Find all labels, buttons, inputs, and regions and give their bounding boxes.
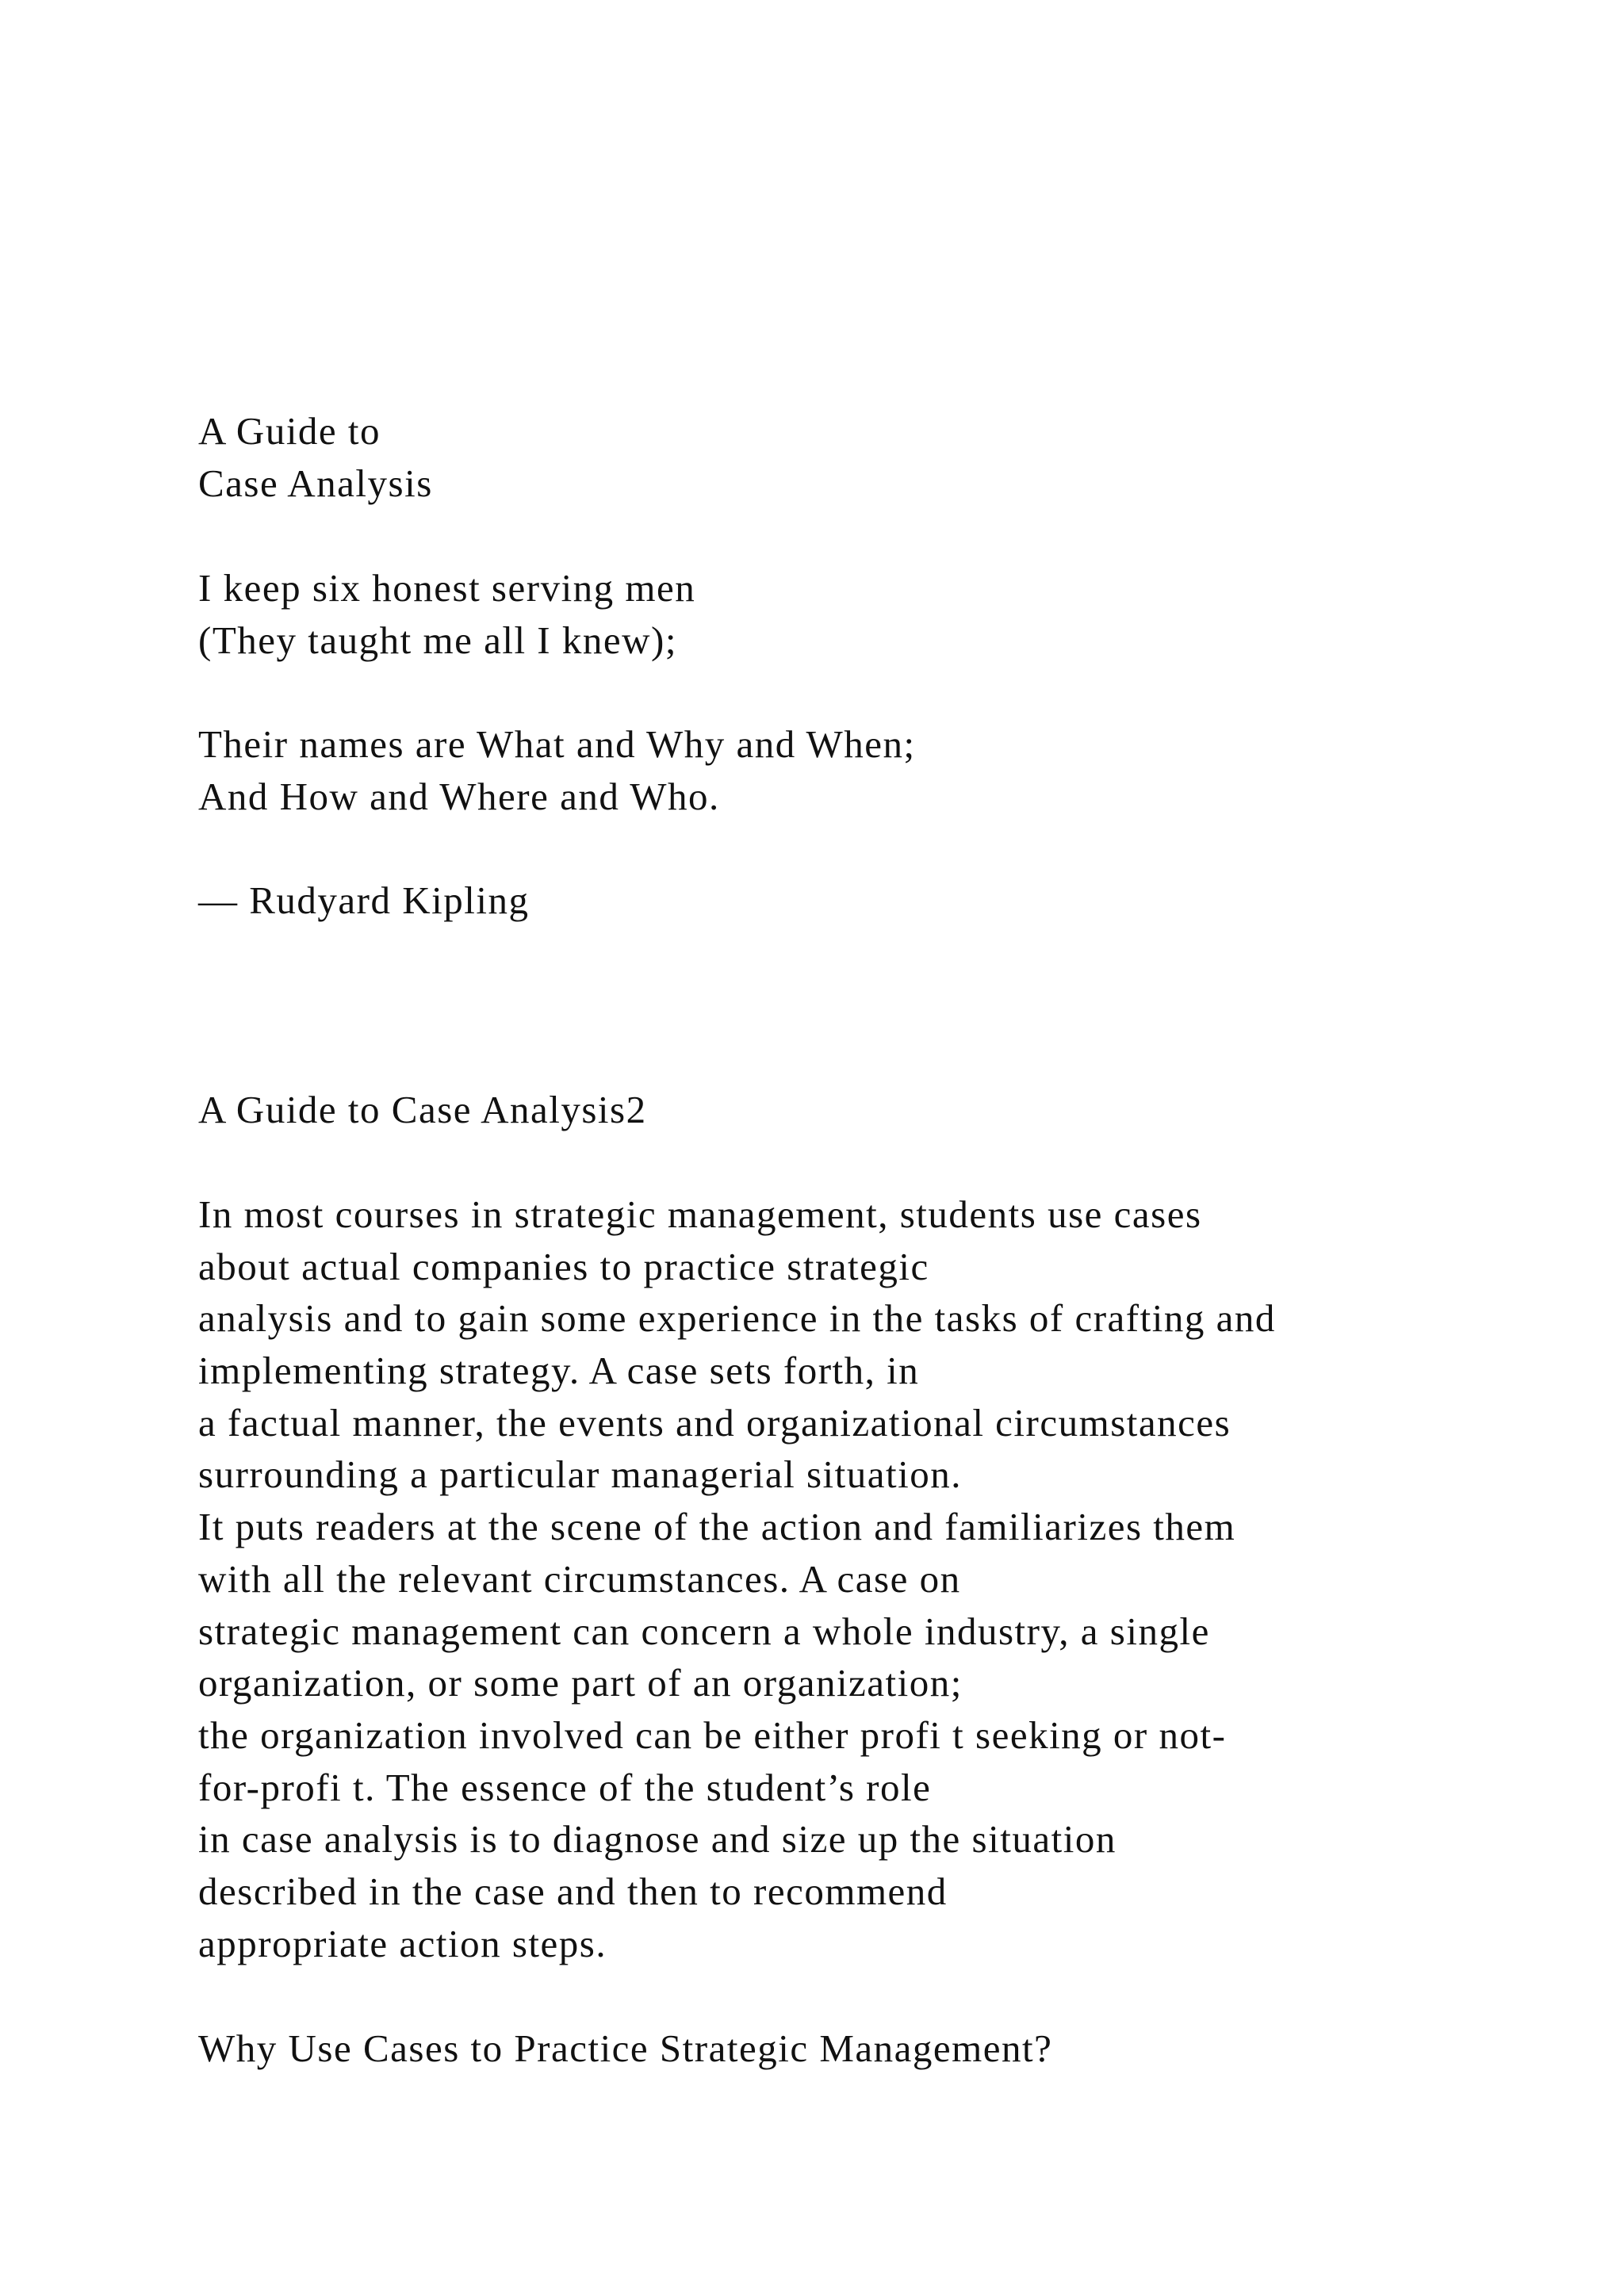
body-line: surrounding a particular managerial situation. — [198, 1452, 962, 1496]
body-line: a factual manner, the events and organizational circumstances — [198, 1401, 1231, 1445]
body-line: the organization involved can be either profi t seeking or not- — [198, 1713, 1227, 1757]
body-line: implementing strategy. A case sets forth, in — [198, 1349, 920, 1392]
body-line: organization, or some part of an organization; — [198, 1661, 963, 1705]
epigraph-line-4: And How and Where and Who. — [198, 775, 720, 818]
epigraph-line-3: Their names are What and Why and When; — [198, 722, 916, 766]
epigraph-attribution: — Rudyard Kipling — [198, 878, 530, 922]
body-line: appropriate action steps. — [198, 1922, 607, 1965]
body-line: for-profi t. The essence of the student’s role — [198, 1766, 932, 1809]
body-line: in case analysis is to diagnose and size up the situation — [198, 1817, 1116, 1861]
running-header: A Guide to Case Analysis2 — [198, 1088, 647, 1131]
section-heading: Why Use Cases to Practice Strategic Management? — [198, 2026, 1053, 2070]
body-line: In most courses in strategic management, students use cases — [198, 1192, 1202, 1236]
body-line: with all the relevant circumstances. A case on — [198, 1557, 961, 1601]
body-line: described in the case and then to recommend — [198, 1869, 948, 1913]
body-line: about actual companies to practice strategic — [198, 1245, 929, 1288]
title-line-2: Case Analysis — [198, 461, 433, 505]
body-line: It puts readers at the scene of the action and familiarizes them — [198, 1505, 1236, 1548]
epigraph-line-2: (They taught me all I knew); — [198, 618, 677, 662]
epigraph-line-1: I keep six honest serving men — [198, 566, 696, 610]
title-line-1: A Guide to — [198, 409, 381, 453]
body-line: strategic management can concern a whole industry, a single — [198, 1609, 1210, 1653]
body-line: analysis and to gain some experience in the tasks of crafting and — [198, 1296, 1276, 1340]
